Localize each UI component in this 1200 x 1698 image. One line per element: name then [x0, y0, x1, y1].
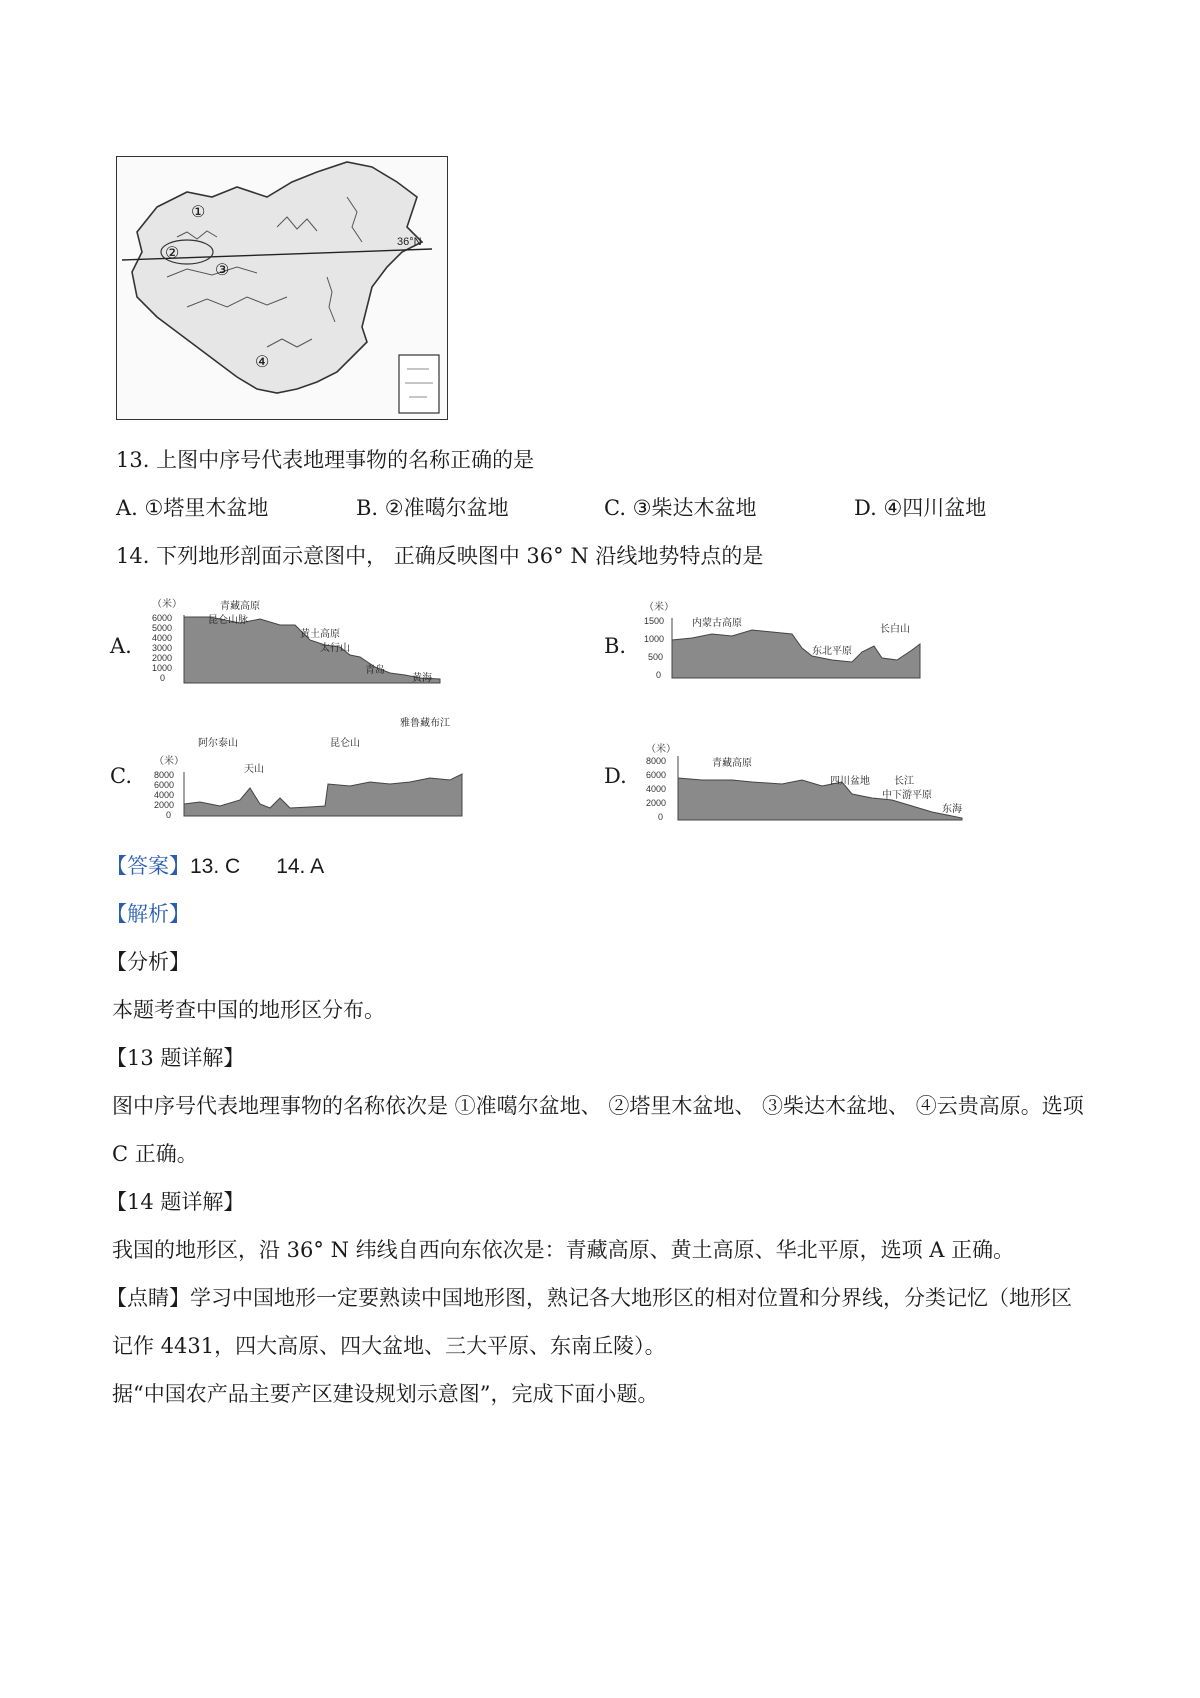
- q14-option-a-letter: A.: [110, 634, 132, 658]
- answer-line: [106, 852, 324, 881]
- detail13-line2: C 正确。: [112, 1142, 198, 1166]
- profile-c-tick: 0: [166, 810, 172, 820]
- map-marker-4: ④: [255, 352, 270, 371]
- profile-c-label: 阿尔泰山: [198, 738, 238, 749]
- profile-c-tick: 8000: [154, 770, 175, 780]
- dianjing-text-1: 学习中国地形一定要熟读中国地形图，熟记各大地形区的相对位置和分界线，分类记忆（地形区: [190, 1286, 1072, 1310]
- profile-d-label: 四川盆地: [830, 776, 870, 787]
- profile-b-tick: 0: [656, 670, 662, 680]
- profile-d-label: 中下游平原: [882, 790, 932, 801]
- detail14-text: 我国的地形区，沿 36° N 纬线自西向东依次是：青藏高原、黄土高原、华北平原，选项 A 正确。: [112, 1238, 1015, 1262]
- profile-a-tick: 5000: [152, 623, 173, 633]
- fenxi-label: 【分析】: [106, 950, 190, 974]
- profile-c-tick: 6000: [154, 780, 175, 790]
- south-sea-inset: [399, 355, 439, 413]
- profile-c-tick: 4000: [154, 790, 175, 800]
- profile-b-tick: 500: [648, 652, 664, 662]
- profile-d-tick: 6000: [646, 770, 667, 780]
- profile-a-label: 青岛: [365, 665, 385, 676]
- profile-b-tick: 1000: [644, 634, 665, 644]
- answer-14: 14. A: [276, 855, 325, 878]
- q13-option-d: D. ④四川盆地: [854, 496, 987, 520]
- profile-a-label: 青藏高原: [220, 601, 260, 612]
- profile-a: [150, 595, 470, 695]
- profile-c-unit: （米）: [154, 756, 184, 767]
- profile-a-label: 昆仑山脉: [208, 615, 248, 626]
- profile-a-tick: 4000: [152, 633, 173, 643]
- profile-a-tick: 6000: [152, 613, 173, 623]
- latitude-label: 36°N: [397, 236, 422, 248]
- q14-option-c-letter: C.: [110, 764, 132, 788]
- profile-a-tick: 3000: [152, 643, 173, 653]
- profile-d-label: 东海: [942, 804, 962, 815]
- profile-a-label: 黄海: [412, 673, 432, 684]
- profile-d-tick: 2000: [646, 798, 667, 808]
- china-outline: [132, 162, 422, 393]
- profile-a-label: 太行山: [320, 643, 350, 654]
- profile-c-label: 天山: [244, 764, 264, 775]
- map-marker-1: ①: [191, 202, 206, 221]
- next-question-intro: 据“中国农产品主要产区建设规划示意图”，完成下面小题。: [112, 1382, 659, 1406]
- q13-option-b: B. ②准噶尔盆地: [356, 496, 509, 520]
- profile-c-tick: 2000: [154, 800, 175, 810]
- dianjing-line1: [106, 1284, 1072, 1312]
- profile-c: [150, 712, 470, 830]
- profile-d-tick: 4000: [646, 784, 667, 794]
- profile-b-label: 内蒙古高原: [692, 618, 742, 629]
- dianjing-line2: 记作 4431，四大高原、四大盆地、三大平原、东南丘陵）。: [112, 1334, 666, 1358]
- profile-c-label: 雅鲁藏布江: [400, 718, 450, 729]
- profile-b-tick: 1500: [644, 616, 665, 626]
- profile-a-tick: 1000: [152, 663, 173, 673]
- profile-d-unit: （米）: [646, 744, 676, 755]
- analysis-label: 【解析】: [106, 902, 190, 926]
- detail13-line1: 图中序号代表地理事物的名称依次是 ①准噶尔盆地、 ②塔里木盆地、 ③柴达木盆地、 ④云贵高原。选项: [112, 1094, 1084, 1118]
- q14-option-b-letter: B.: [604, 634, 627, 658]
- profile-b: [642, 598, 942, 688]
- map-marker-3: ③: [215, 260, 230, 279]
- profile-b-unit: （米）: [644, 602, 674, 613]
- dianjing-label: 【点睛】: [106, 1286, 190, 1310]
- answer-13: 13. C: [190, 855, 241, 878]
- profile-d-label: 青藏高原: [712, 758, 752, 769]
- detail13-label: 【13 题详解】: [106, 1046, 245, 1070]
- profile-d: [642, 742, 982, 824]
- q13-stem: 13. 上图中序号代表地理事物的名称正确的是: [116, 448, 535, 472]
- profile-a-label: 黄土高原: [300, 629, 340, 640]
- answer-label: 【答案】: [106, 854, 190, 878]
- profile-a-tick: 0: [160, 673, 166, 683]
- q14-stem: 14. 下列地形剖面示意图中， 正确反映图中 36° N 沿线地势特点的是: [116, 544, 764, 568]
- profile-b-label: 长白山: [880, 624, 910, 635]
- detail14-label: 【14 题详解】: [106, 1190, 245, 1214]
- profile-a-unit: （米）: [152, 599, 182, 610]
- profile-d-tick: 0: [658, 812, 664, 822]
- profile-a-tick: 2000: [152, 653, 173, 663]
- fenxi-text: 本题考查中国的地形区分布。: [112, 998, 385, 1022]
- china-terrain-map: [116, 156, 448, 420]
- q13-option-a: A. ①塔里木盆地: [116, 496, 269, 520]
- profile-b-label: 东北平原: [812, 646, 852, 657]
- profile-c-label: 昆仑山: [330, 738, 360, 749]
- profile-d-label: 长江: [894, 776, 914, 787]
- q13-options: [116, 494, 1016, 522]
- map-marker-2: ②: [165, 243, 180, 262]
- q14-option-d-letter: D.: [604, 764, 627, 788]
- q13-option-c: C. ③柴达木盆地: [604, 496, 757, 520]
- profile-d-tick: 8000: [646, 756, 667, 766]
